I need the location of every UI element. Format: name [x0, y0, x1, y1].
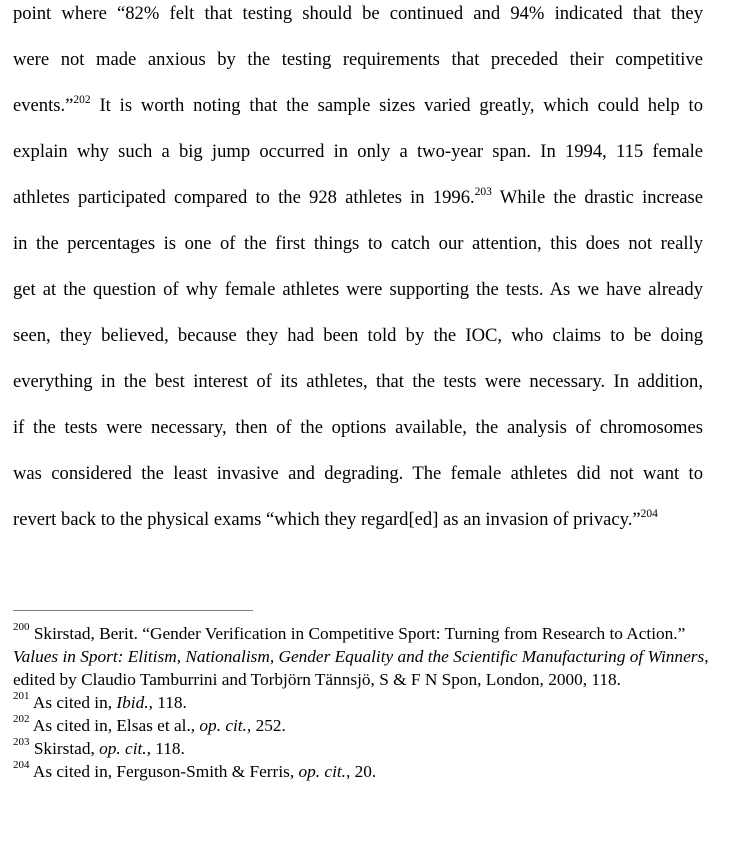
footnote-reference: 202 — [73, 93, 91, 106]
footnote-number: 201 — [13, 690, 30, 703]
footnote-title-italic: Values in Sport: Elitism, Nationalism, Gender Equality and the Scientific Manufacturing of Winners — [13, 647, 705, 666]
footnote-text: As cited in, Elsas et al., — [29, 716, 200, 735]
footnote-text: , 118. — [148, 693, 187, 712]
footnote-text: , 252. — [246, 716, 286, 735]
footnote-number: 202 — [13, 713, 30, 726]
footnotes — [13, 622, 713, 783]
footnote-title-italic: op. cit. — [298, 762, 346, 781]
footnote-reference: 203 — [474, 185, 492, 198]
body-line: if the tests were necessary, then of the options available, the analysis of chromosomes — [13, 417, 703, 438]
footnote — [13, 737, 713, 760]
footnote-number: 203 — [13, 736, 30, 749]
footnote-number: 204 — [13, 759, 30, 772]
body-line: explain why such a big jump occurred in only a two-year span. In 1994, 115 female — [13, 141, 703, 162]
footnote — [13, 714, 713, 737]
footnote-text: Skirstad, — [29, 739, 100, 758]
footnote-reference: 204 — [640, 507, 658, 520]
footnote-text: As cited in, Ferguson-Smith & Ferris, — [29, 762, 299, 781]
body-text-segment: revert back to the physical exams “which they regard[ed] as an invasion of privacy.” — [13, 509, 641, 530]
body-line: everything in the best interest of its athletes, that the tests were necessary. In addition, — [13, 371, 703, 392]
body-line — [13, 509, 703, 531]
footnote-text: , 20. — [346, 762, 377, 781]
body-line — [13, 187, 703, 209]
body-line — [13, 95, 703, 117]
body-line: seen, they believed, because they had been told by the IOC, who claims to be doing — [13, 325, 703, 346]
footnote-text: As cited in, — [29, 693, 117, 712]
footnote-title-italic: op. cit. — [99, 739, 147, 758]
footnote — [13, 691, 713, 714]
body-text-segment: athletes participated compared to the 928 athletes in 1996. — [13, 187, 475, 208]
footnote — [13, 622, 713, 691]
footnote-text: , edited by Claudio Tamburrini and Torbjörn Tännsjö, S & F N Spon, London, 2000, 118. — [13, 647, 709, 689]
footnote-separator — [13, 610, 253, 611]
body-line: get at the question of why female athletes were supporting the tests. As we have already — [13, 279, 703, 300]
body-line: was considered the least invasive and degrading. The female athletes did not want to — [13, 463, 703, 484]
footnote-title-italic: Ibid. — [116, 693, 149, 712]
footnote-title-italic: op. cit. — [199, 716, 247, 735]
body-text-segment: While the drastic increase — [491, 187, 703, 208]
body-text-segment: It is worth noting that the sample sizes varied greatly, which could help to — [90, 95, 703, 116]
body-text-segment: events.” — [13, 95, 74, 116]
footnote-text: , 118. — [146, 739, 185, 758]
body-line: in the percentages is one of the first things to catch our attention, this does not really — [13, 233, 703, 254]
footnote-text: Skirstad, Berit. “Gender Verification in Competitive Sport: Turning from Research to Action.” — [29, 624, 686, 643]
footnote-number: 200 — [13, 621, 30, 634]
footnote — [13, 760, 713, 783]
body-line: were not made anxious by the testing requirements that preceded their competitive — [13, 49, 703, 70]
body-line: point where “82% felt that testing should be continued and 94% indicated that they — [13, 3, 703, 24]
